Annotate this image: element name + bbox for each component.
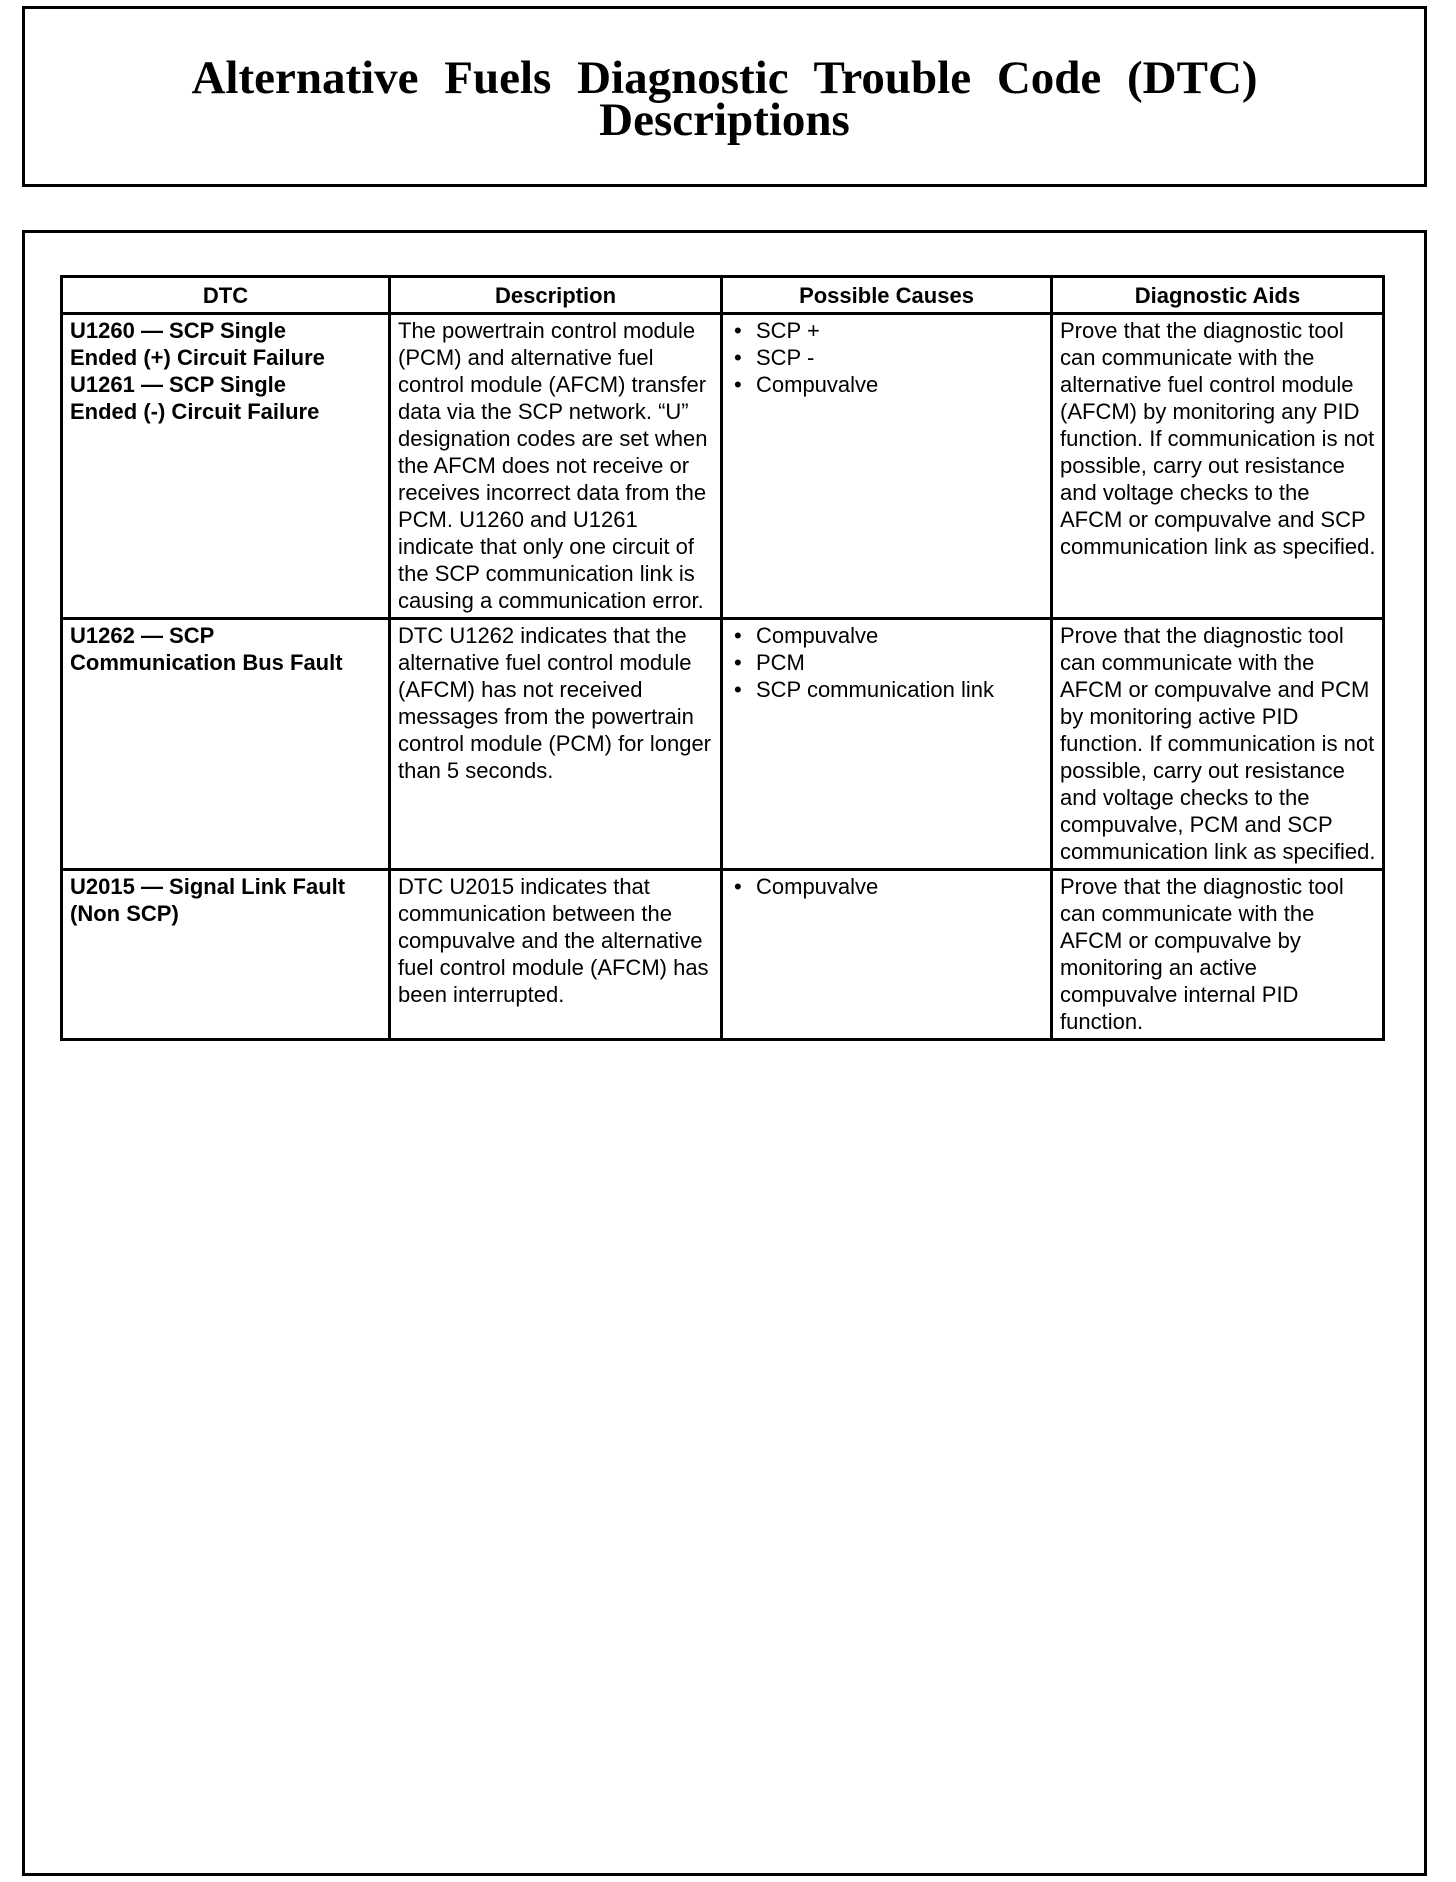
cause-text: SCP -	[756, 345, 815, 370]
description-cell: DTC U1262 indicates that the alternative fuel control module (AFCM) has not received messages from the powertrain control module (PCM) for longer than 5 seconds.	[390, 619, 722, 870]
aids-cell: Prove that the diagnostic tool can communicate with the AFCM or compuvalve by monitoring an active compuvalve internal PID function.	[1052, 870, 1384, 1040]
cause-item	[730, 873, 1044, 900]
causes-list	[730, 622, 1044, 703]
header-dtc: DTC	[62, 277, 390, 314]
aids-cell: Prove that the diagnostic tool can communicate with the alternative fuel control module (AFCM) by monitoring any PID function. If communication is not possible, carry out resistance and voltage checks to the AFCM or compuvalve and SCP communication link as specified.	[1052, 314, 1384, 619]
page-title-line-2: Descriptions	[599, 94, 850, 146]
title-box	[22, 6, 1427, 187]
bullet-icon: •	[734, 372, 742, 397]
cause-text: PCM	[756, 650, 805, 675]
dtc-line: (Non SCP)	[70, 901, 179, 926]
cause-text: Compuvalve	[756, 372, 879, 397]
cause-text: Compuvalve	[756, 874, 879, 899]
header-diagnostic-aids: Diagnostic Aids	[1052, 277, 1384, 314]
cause-item	[730, 676, 1044, 703]
causes-cell	[722, 619, 1052, 870]
description-cell: DTC U2015 indicates that communication between the compuvalve and the alternative fuel control module (AFCM) has been interrupted.	[390, 870, 722, 1040]
dtc-table	[60, 275, 1385, 1041]
cause-item	[730, 622, 1044, 649]
causes-list	[730, 317, 1044, 398]
dtc-line: U1260 — SCP Single	[70, 318, 287, 343]
dtc-line: Ended (+) Circuit Failure	[70, 345, 325, 370]
causes-cell	[722, 870, 1052, 1040]
dtc-line: U1261 — SCP Single	[70, 372, 287, 397]
content-box	[22, 230, 1427, 1876]
bullet-icon: •	[734, 345, 742, 370]
cause-text: SCP +	[756, 318, 820, 343]
cause-item	[730, 344, 1044, 371]
cause-text: SCP communication link	[756, 677, 995, 702]
cause-item	[730, 371, 1044, 398]
cause-text: Compuvalve	[756, 623, 879, 648]
dtc-cell	[62, 870, 390, 1040]
dtc-line: Communication Bus Fault	[70, 650, 343, 675]
dtc-line: U2015 — Signal Link Fault	[70, 874, 346, 899]
bullet-icon: •	[734, 677, 742, 702]
dtc-line: Ended (-) Circuit Failure	[70, 399, 320, 424]
cause-item	[730, 649, 1044, 676]
description-cell: The powertrain control module (PCM) and alternative fuel control module (AFCM) transfer data via the SCP network. “U” designation codes are set when the AFCM does not receive or receives incorrect data from the PCM. U1260 and U1261 indicate that only one circuit of the SCP communication link is causing a communication error.	[390, 314, 722, 619]
causes-cell	[722, 314, 1052, 619]
header-description: Description	[390, 277, 722, 314]
page-title	[25, 52, 1424, 146]
bullet-icon: •	[734, 623, 742, 648]
bullet-icon: •	[734, 650, 742, 675]
dtc-cell	[62, 619, 390, 870]
table-row	[62, 619, 1384, 870]
table-row	[62, 870, 1384, 1040]
dtc-line: U1262 — SCP	[70, 623, 215, 648]
causes-list	[730, 873, 1044, 900]
dtc-cell	[62, 314, 390, 619]
bullet-icon: •	[734, 318, 742, 343]
aids-cell: Prove that the diagnostic tool can communicate with the AFCM or compuvalve and PCM by monitoring active PID function. If communication is not possible, carry out resistance and voltage checks to the compuvalve, PCM and SCP communication link as specified.	[1052, 619, 1384, 870]
cause-item	[730, 317, 1044, 344]
page-title-line-1: Alternative Fuels Diagnostic Trouble Code (DTC)	[191, 52, 1258, 104]
header-possible-causes: Possible Causes	[722, 277, 1052, 314]
table-header-row	[62, 277, 1384, 314]
table-row	[62, 314, 1384, 619]
bullet-icon: •	[734, 874, 742, 899]
